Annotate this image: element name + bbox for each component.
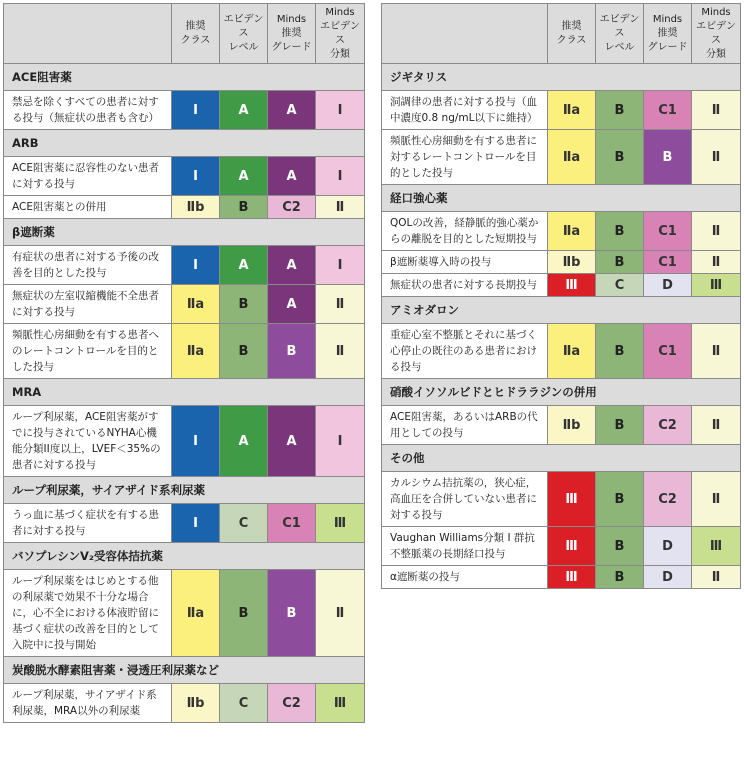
section-row — [4, 64, 365, 91]
table-row — [382, 472, 741, 527]
evidence-level-cell: B — [596, 406, 644, 445]
recommendation-text: α遮断薬の投与 — [382, 566, 548, 589]
recommendation-text: β遮断薬導入時の投与 — [382, 251, 548, 274]
section-title: ACE阻害薬 — [4, 64, 365, 91]
minds-evidence-cell: Ⅱ — [692, 324, 741, 379]
recommendation-class-cell: Ⅰ — [172, 504, 220, 543]
recommendation-class-cell: Ⅱa — [548, 91, 596, 130]
minds-evidence-cell: Ⅱ — [316, 196, 365, 219]
recommendation-text: ACE阻害薬との併用 — [4, 196, 172, 219]
recommendation-text: ループ利尿薬をはじめとする他の利尿薬で効果不十分な場合に，心不全における体液貯留に基づく症状の改善を目的として入院中に投与開始 — [4, 570, 172, 657]
header-recommendation-class: 推奨 クラス — [172, 4, 220, 64]
recommendation-text: 無症状の患者に対する長期投与 — [382, 274, 548, 297]
recommendation-text: うっ血に基づく症状を有する患者に対する投与 — [4, 504, 172, 543]
recommendation-class-cell: Ⅲ — [548, 566, 596, 589]
recommendation-class-cell: Ⅰ — [172, 157, 220, 196]
recommendation-class-cell: Ⅰ — [172, 246, 220, 285]
recommendation-text: 重症心室不整脈とそれに基づく心停止の既往のある患者における投与 — [382, 324, 548, 379]
minds-evidence-cell: Ⅱ — [692, 566, 741, 589]
evidence-level-cell: A — [220, 91, 268, 130]
evidence-level-cell: B — [596, 91, 644, 130]
recommendation-class-cell: Ⅰ — [172, 406, 220, 477]
recommendation-text: ACE阻害薬に忍容性のない患者に対する投与 — [4, 157, 172, 196]
recommendation-text: 洞調律の患者に対する投与（血中濃度0.8 ng/mL以下に維持） — [382, 91, 548, 130]
minds-evidence-cell: Ⅱ — [692, 406, 741, 445]
evidence-level-cell: C — [596, 274, 644, 297]
header-minds-grade: Minds 推奨 グレード — [644, 4, 692, 64]
header-recommendation-class: 推奨 クラス — [548, 4, 596, 64]
header-evidence-level: エビデンス レベル — [596, 4, 644, 64]
section-row — [382, 185, 741, 212]
recommendation-table-left — [3, 3, 365, 723]
minds-evidence-cell: Ⅰ — [316, 157, 365, 196]
table-row — [4, 504, 365, 543]
section-title: その他 — [382, 445, 741, 472]
section-row — [4, 477, 365, 504]
recommendation-class-cell: Ⅲ — [548, 527, 596, 566]
minds-grade-cell: C1 — [644, 251, 692, 274]
recommendation-class-cell: Ⅱb — [172, 684, 220, 723]
minds-grade-cell: D — [644, 566, 692, 589]
recommendation-text: 頻脈性心房細動を有する患者へのレートコントロールを目的とした投与 — [4, 324, 172, 379]
section-title: MRA — [4, 379, 365, 406]
table-row — [382, 527, 741, 566]
evidence-level-cell: B — [596, 566, 644, 589]
minds-grade-cell: C1 — [644, 324, 692, 379]
recommendation-class-cell: Ⅱa — [548, 324, 596, 379]
minds-evidence-cell: Ⅰ — [316, 91, 365, 130]
evidence-level-cell: B — [220, 570, 268, 657]
table-row — [4, 157, 365, 196]
recommendation-class-cell: Ⅱa — [172, 570, 220, 657]
recommendation-class-cell: Ⅱa — [548, 212, 596, 251]
section-title: バソプレシンV₂受容体拮抗薬 — [4, 543, 365, 570]
minds-grade-cell: C1 — [268, 504, 316, 543]
recommendation-class-cell: Ⅱa — [172, 285, 220, 324]
recommendation-class-cell: Ⅱb — [548, 406, 596, 445]
header-evidence-level: エビデンス レベル — [220, 4, 268, 64]
table-row — [382, 324, 741, 379]
evidence-level-cell: A — [220, 246, 268, 285]
recommendation-class-cell: Ⅲ — [548, 274, 596, 297]
minds-grade-cell: C2 — [268, 196, 316, 219]
minds-evidence-cell: Ⅱ — [316, 324, 365, 379]
recommendation-text: ループ利尿薬，ACE阻害薬がすでに投与されているNYHA心機能分類II度以上，LVEF＜35%の患者に対する投与 — [4, 406, 172, 477]
header-minds-evidence: Minds エビデンス 分類 — [692, 4, 741, 64]
recommendation-class-cell: Ⅱb — [172, 196, 220, 219]
section-title: β遮断薬 — [4, 219, 365, 246]
minds-evidence-cell: Ⅱ — [692, 472, 741, 527]
minds-grade-cell: B — [268, 570, 316, 657]
recommendation-text: 無症状の左室収縮機能不全患者に対する投与 — [4, 285, 172, 324]
recommendation-text: 有症状の患者に対する予後の改善を目的とした投与 — [4, 246, 172, 285]
minds-evidence-cell: Ⅲ — [692, 527, 741, 566]
minds-grade-cell: A — [268, 91, 316, 130]
table-row — [382, 212, 741, 251]
section-title: アミオダロン — [382, 297, 741, 324]
section-row — [382, 297, 741, 324]
evidence-level-cell: B — [596, 212, 644, 251]
minds-evidence-cell: Ⅲ — [316, 504, 365, 543]
recommendation-text: 禁忌を除くすべての患者に対する投与（無症状の患者も含む） — [4, 91, 172, 130]
minds-grade-cell: A — [268, 157, 316, 196]
table-row — [4, 684, 365, 723]
minds-evidence-cell: Ⅱ — [316, 285, 365, 324]
minds-evidence-cell: Ⅱ — [692, 212, 741, 251]
evidence-level-cell: C — [220, 504, 268, 543]
evidence-level-cell: B — [596, 527, 644, 566]
table-row — [382, 130, 741, 185]
minds-evidence-cell: Ⅱ — [316, 570, 365, 657]
recommendation-text: ループ利尿薬，サイアザイド系利尿薬，MRA以外の利尿薬 — [4, 684, 172, 723]
evidence-level-cell: B — [220, 196, 268, 219]
evidence-level-cell: B — [220, 285, 268, 324]
table-row — [382, 406, 741, 445]
minds-grade-cell: C1 — [644, 91, 692, 130]
minds-evidence-cell: Ⅲ — [692, 274, 741, 297]
minds-grade-cell: D — [644, 527, 692, 566]
minds-grade-cell: A — [268, 285, 316, 324]
minds-evidence-cell: Ⅰ — [316, 406, 365, 477]
minds-grade-cell: C2 — [644, 472, 692, 527]
minds-evidence-cell: Ⅱ — [692, 91, 741, 130]
section-row — [4, 130, 365, 157]
section-title: 硝酸イソソルビドとヒドララジンの併用 — [382, 379, 741, 406]
minds-grade-cell: C2 — [644, 406, 692, 445]
table-row — [4, 91, 365, 130]
evidence-level-cell: B — [596, 251, 644, 274]
table-row — [382, 251, 741, 274]
minds-grade-cell: D — [644, 274, 692, 297]
evidence-level-cell: B — [596, 130, 644, 185]
recommendation-class-cell: Ⅲ — [548, 472, 596, 527]
evidence-level-cell: A — [220, 157, 268, 196]
section-row — [382, 445, 741, 472]
minds-evidence-cell: Ⅰ — [316, 246, 365, 285]
minds-evidence-cell: Ⅱ — [692, 251, 741, 274]
section-row — [4, 543, 365, 570]
evidence-level-cell: A — [220, 406, 268, 477]
minds-grade-cell: A — [268, 246, 316, 285]
section-title: ARB — [4, 130, 365, 157]
header-blank — [4, 4, 172, 64]
header-blank — [382, 4, 548, 64]
table-row — [4, 324, 365, 379]
recommendation-text: カルシウム拮抗薬の，狭心症，高血圧を合併していない患者に対する投与 — [382, 472, 548, 527]
recommendation-text: Vaughan Williams分類 I 群抗不整脈薬の長期経口投与 — [382, 527, 548, 566]
table-row — [4, 196, 365, 219]
minds-grade-cell: A — [268, 406, 316, 477]
table-row — [4, 285, 365, 324]
section-title: ループ利尿薬，サイアザイド系利尿薬 — [4, 477, 365, 504]
evidence-level-cell: B — [596, 324, 644, 379]
evidence-level-cell: C — [220, 684, 268, 723]
minds-grade-cell: C1 — [644, 212, 692, 251]
header-minds-grade: Minds 推奨 グレード — [268, 4, 316, 64]
section-row — [382, 379, 741, 406]
header-minds-evidence: Minds エビデンス 分類 — [316, 4, 365, 64]
recommendation-text: 頻脈性心房細動を有する患者に対するレートコントロールを目的とした投与 — [382, 130, 548, 185]
recommendation-class-cell: Ⅱa — [548, 130, 596, 185]
section-row — [4, 657, 365, 684]
table-row — [4, 570, 365, 657]
section-title: 経口強心薬 — [382, 185, 741, 212]
recommendation-class-cell: Ⅱb — [548, 251, 596, 274]
table-row — [4, 246, 365, 285]
minds-grade-cell: C2 — [268, 684, 316, 723]
table-row — [382, 566, 741, 589]
header-row — [4, 4, 365, 64]
minds-evidence-cell: Ⅱ — [692, 130, 741, 185]
minds-grade-cell: B — [644, 130, 692, 185]
recommendation-text: QOLの改善，経静脈的強心薬からの離脱を目的とした短期投与 — [382, 212, 548, 251]
minds-evidence-cell: Ⅲ — [316, 684, 365, 723]
section-row — [4, 219, 365, 246]
evidence-level-cell: B — [596, 472, 644, 527]
section-row — [4, 379, 365, 406]
recommendation-table-right — [381, 3, 741, 589]
recommendation-class-cell: Ⅱa — [172, 324, 220, 379]
table-row — [382, 274, 741, 297]
section-row — [382, 64, 741, 91]
section-title: ジギタリス — [382, 64, 741, 91]
table-row — [4, 406, 365, 477]
header-row — [382, 4, 741, 64]
table-row — [382, 91, 741, 130]
minds-grade-cell: B — [268, 324, 316, 379]
recommendation-text: ACE阻害薬，あるいはARBの代用としての投与 — [382, 406, 548, 445]
recommendation-class-cell: Ⅰ — [172, 91, 220, 130]
evidence-level-cell: B — [220, 324, 268, 379]
section-title: 炭酸脱水酵素阻害薬・浸透圧利尿薬など — [4, 657, 365, 684]
